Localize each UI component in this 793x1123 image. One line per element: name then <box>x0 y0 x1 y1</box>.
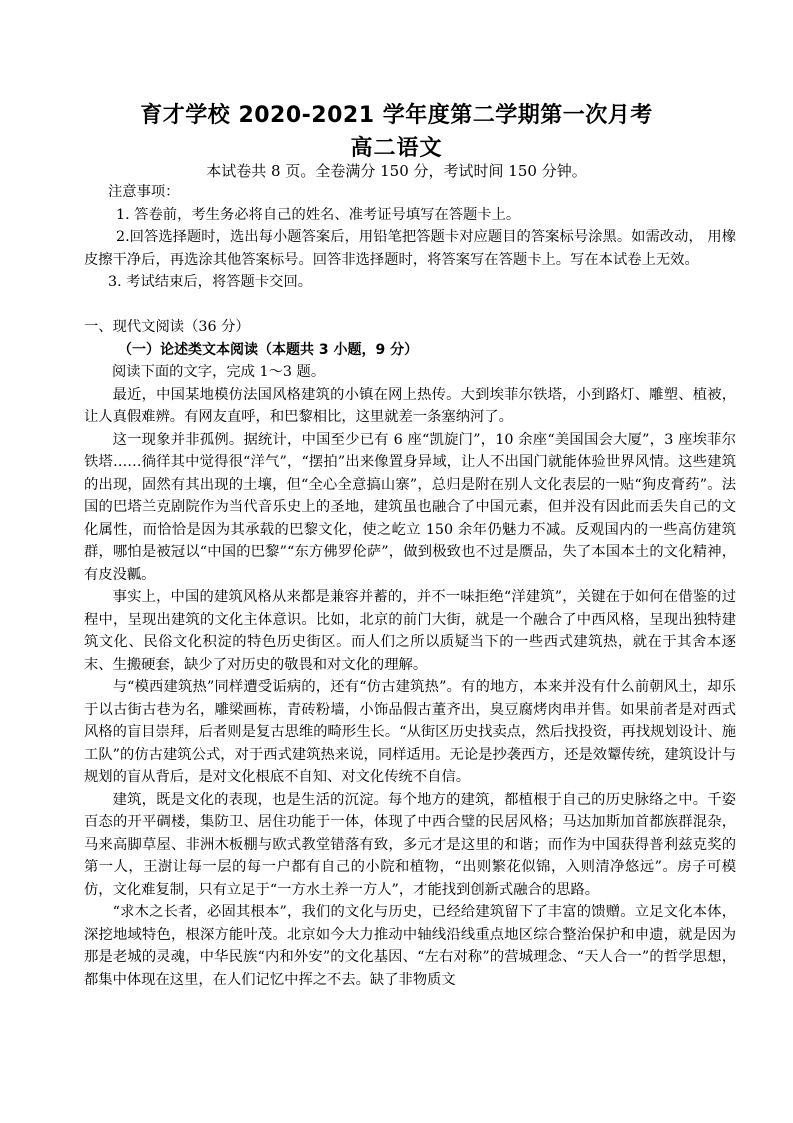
notice-item-2: 2.回答选择题时，选出每小题答案后，用铅笔把答题卡对应题目的答案标号涂黑。如需改动， 用橡皮擦干净后，再选涂其他答案标号。回答非选择题时，将答案写在答题卡上。写在本试卷上无效。 <box>84 229 736 268</box>
subject-title: 高二语文 <box>350 136 443 161</box>
passage-paragraph-5: 建筑，既是文化的表现，也是生活的沉淀。每个地方的建筑，都植根于自己的历史脉络之中。千姿百态的开平碉楼，集防卫、居住功能于一体，体现了中西合璧的民居风格；马达加斯加首都族群混杂，马来高脚草屋、非洲木板棚与欧式教堂错落有致，多元才是这里的和谐；而作为中国获得普利兹克奖的第一人，王澍让每一层的每一户都有自己的小院和植物，“出则繁花似锦，入则清净悠远”。房子可模仿，文化难复制，只有立足于“一方水土养一方人”，才能找到创新式融合的思路。 <box>84 791 736 898</box>
passage-paragraph-3: 事实上，中国的建筑风格从来都是兼容并蓄的，并不一味拒绝“洋建筑”，关键在于如何在借鉴的过程中，呈现出建筑的文化主体意识。比如，北京的前门大街，就是一个融合了中西风格，呈现出独特建筑文化、民俗文化积淀的特色历史街区。而人们之所以质疑当下的一些西式建筑热，就在于其舍本逐末、生搬硬套，缺少了对历史的敬畏和对文化的理解。 <box>84 589 736 673</box>
exam-intro: 本试卷共 8 页。全卷满分 150 分，考试时间 150 分钟。 <box>206 162 587 180</box>
reading-instruction: 阅读下面的文字，完成 1～3 题。 <box>112 364 326 380</box>
exam-body <box>84 181 736 991</box>
notice-heading: 注意事项： <box>108 184 180 200</box>
subsection-title: （一）论述类文本阅读（本题共 3 小题，9 分） <box>118 341 419 358</box>
notice-item-1: 1. 答卷前，考生务必将自己的姓名、准考证号填写在答题卡上。 <box>116 206 521 223</box>
section-title: 一、现代文阅读（36 分） <box>84 319 250 335</box>
exam-title: 育才学校 2020-2021 学年度第二学期第一次月考 <box>140 103 653 128</box>
passage-paragraph-4: 与“模西建筑热”同样遭受诟病的，还有“仿古建筑热”。有的地方，本来并没有什么前朝风土，却乐于以古街古巷为名，雕梁画栋，青砖粉墙，小饰品假古董齐出，臭豆腐烤肉串并售。如果前者是对西式风格的盲目崇拜，后者则是复古思维的畸形生长。“从街区历史找卖点，然后找投资，再找规划设计、施工队”的仿古建筑公式，对于西式建筑热来说，同样适用。无论是抄袭西方，还是效颦传统，建筑设计与规划的盲从背后，是对文化根底不自知、对文化传统不自信。 <box>84 679 736 785</box>
passage-paragraph-2: 这一现象并非孤例。据统计，中国至少已有 6 座“凯旋门”，10 余座“美国国会大厦”，3 座埃菲尔铁塔……徜徉其中觉得很“洋气”，“摆拍”出来像置身异域，让人不出国门就能体验世界风情。这些建筑的出现，固然有其出现的土壤，但“全心全意搞山寨”，总归是附在别人文化表层的一贴“狗皮膏药”。法国的巴塔兰克剧院作为当代音乐史上的圣地，建筑虽也融合了中国元素，但并没有因此而丢失自己的文化属性，而恰恰是因为其承载的巴黎文化，使之屹立 150 余年仍魅力不减。反观国内的一些高仿建筑群，哪怕是被冠以“中国的巴黎”“东方佛罗伦萨”，做到极致也不过是赝品，失了本国本土的文化精神，有皮没瓤。 <box>84 431 736 583</box>
spacer <box>84 294 736 317</box>
passage-paragraph-6: “求木之长者，必固其根本”，我们的文化与历史，已经给建筑留下了丰富的馈赠。立足文化本体，深挖地域特色，根深方能叶茂。北京如今大力推动中轴线沿线重点地区综合整治保护和申遗，就是因为那是老城的灵魂，中华民族“内和外安”的文化基因、“左右对称”的营城理念、“天人合一”的哲学思想，都集中体现在这里，在人们记忆中挥之不去。缺了非物质文 <box>84 904 736 988</box>
notice-item-3: 3. 考试结束后，将答题卡交回。 <box>108 274 313 290</box>
passage-paragraph-1: 最近，中国某地模仿法国风格建筑的小镇在网上热传。大到埃菲尔铁塔，小到路灯、雕塑、植被，让人真假难辨。有网友直呼，和巴黎相比，这里就差一条塞纳河了。 <box>84 386 736 425</box>
